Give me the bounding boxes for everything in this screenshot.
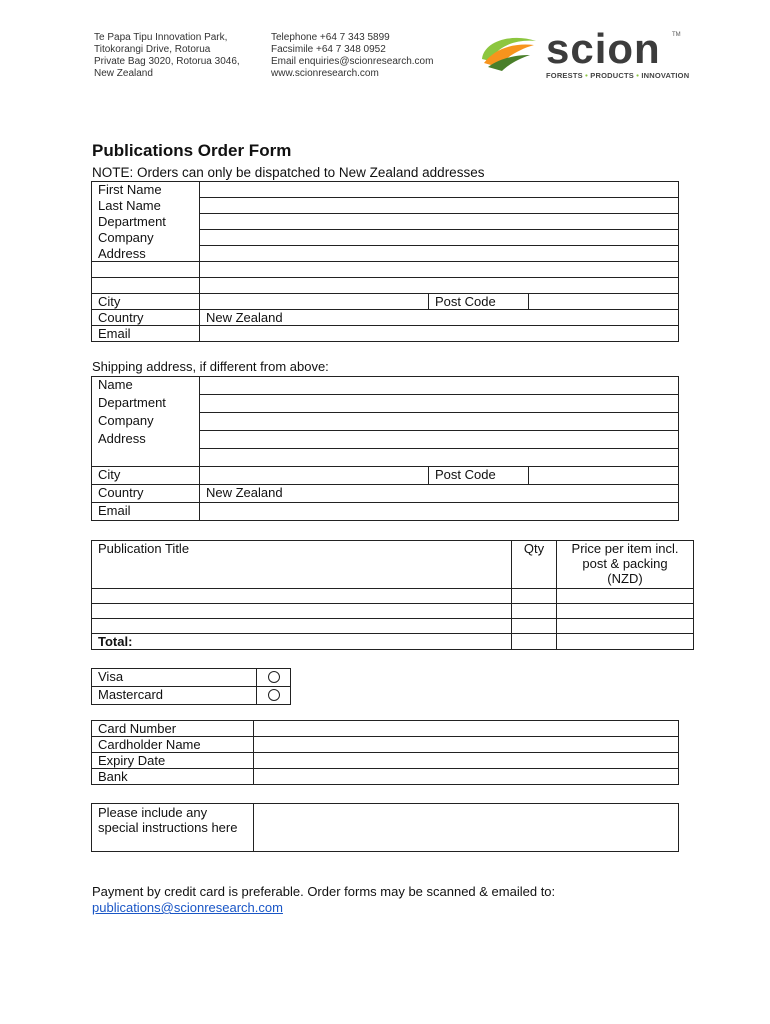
first-name-label: First Name: [92, 182, 200, 198]
shipping-name-label: Name: [92, 377, 200, 395]
shipping-address-label-cell: Address: [92, 431, 200, 449]
shipping-post-code-label: Post Code: [429, 467, 529, 485]
email-field[interactable]: [200, 326, 679, 342]
first-name-field[interactable]: [200, 182, 679, 198]
mastercard-option[interactable]: [257, 687, 291, 705]
contact-line: Email enquiries@scionresearch.com: [271, 56, 434, 67]
special-instructions-field[interactable]: [254, 804, 679, 852]
qty-cell[interactable]: [512, 589, 557, 604]
address-label: Address: [92, 246, 200, 262]
shipping-department-label: Department: [92, 395, 200, 413]
department-field[interactable]: [200, 214, 679, 230]
price-header: Price per item incl. post & packing (NZD): [557, 541, 694, 589]
visa-option[interactable]: [257, 669, 291, 687]
dispatch-note: NOTE: Orders can only be dispatched to New Zealand addresses: [92, 165, 485, 180]
shipping-address-line-2-label: [92, 449, 200, 467]
contact-line: www.scionresearch.com: [271, 68, 379, 79]
expiry-date-label: Expiry Date: [92, 753, 254, 769]
publication-title-header: Publication Title: [92, 541, 512, 589]
qty-cell[interactable]: [512, 604, 557, 619]
bank-field[interactable]: [254, 769, 679, 785]
contact-line: Telephone +64 7 343 5899: [271, 32, 390, 43]
shipping-email-field[interactable]: [200, 503, 679, 521]
country-field[interactable]: New Zealand: [200, 310, 679, 326]
visa-label: Visa: [92, 669, 257, 687]
address-line-2-field[interactable]: [200, 262, 679, 278]
logo-trademark: TM: [672, 32, 681, 38]
shipping-details-table: [91, 376, 679, 521]
city-label: City: [92, 294, 200, 310]
footer-text: Payment by credit card is preferable. Order forms may be scanned & emailed to:: [92, 884, 556, 899]
address-line-2-label: [92, 262, 200, 278]
logo-wordmark: scion: [546, 25, 661, 72]
tagline-forests: FORESTS: [546, 71, 583, 80]
city-field[interactable]: [200, 294, 429, 310]
special-instructions-label: Please include any special instructions here: [92, 804, 254, 852]
total-qty-cell[interactable]: [512, 634, 557, 650]
total-label: Total:: [92, 634, 512, 650]
post-code-label: Post Code: [429, 294, 529, 310]
total-price-cell[interactable]: [557, 634, 694, 650]
publications-table: [91, 540, 694, 650]
footer-email-link[interactable]: publications@scionresearch.com: [92, 900, 283, 915]
visa-radio[interactable]: [268, 671, 280, 683]
email-label: Email: [92, 326, 200, 342]
shipping-country-label: Country: [92, 485, 200, 503]
card-number-label: Card Number: [92, 721, 254, 737]
address-line-3-field[interactable]: [200, 278, 679, 294]
qty-header: Qty: [512, 541, 557, 589]
price-cell[interactable]: [557, 619, 694, 634]
address-line: New Zealand: [94, 68, 153, 79]
shipping-city-field[interactable]: [200, 467, 429, 485]
shipping-company-label: Company: [92, 413, 200, 431]
address-line: Te Papa Tipu Innovation Park,: [94, 32, 228, 43]
scion-logo: [476, 25, 690, 82]
mastercard-label: Mastercard: [92, 687, 257, 705]
mastercard-radio[interactable]: [268, 689, 280, 701]
cardholder-name-field[interactable]: [254, 737, 679, 753]
company-contact: [271, 32, 433, 80]
publication-title-cell[interactable]: [92, 604, 512, 619]
shipping-company-field[interactable]: [200, 413, 679, 431]
bank-label: Bank: [92, 769, 254, 785]
publication-title-cell[interactable]: [92, 589, 512, 604]
contact-line: Facsimile +64 7 348 0952: [271, 44, 386, 55]
page-title: Publications Order Form: [92, 141, 292, 160]
company-label: Company: [92, 230, 200, 246]
price-cell[interactable]: [557, 604, 694, 619]
qty-cell[interactable]: [512, 619, 557, 634]
tagline-products: PRODUCTS: [590, 71, 634, 80]
price-cell[interactable]: [557, 589, 694, 604]
address-line: Private Bag 3020, Rotorua 3046,: [94, 56, 240, 67]
shipping-name-field[interactable]: [200, 377, 679, 395]
tagline-separator: •: [585, 71, 588, 80]
shipping-department-field[interactable]: [200, 395, 679, 413]
special-instructions-table: [91, 803, 679, 852]
address-field[interactable]: [200, 246, 679, 262]
shipping-email-label: Email: [92, 503, 200, 521]
leaf-logo-icon: [478, 33, 540, 73]
company-address: [94, 32, 240, 80]
shipping-address-field[interactable]: [200, 431, 679, 449]
card-number-field[interactable]: [254, 721, 679, 737]
cardholder-name-label: Cardholder Name: [92, 737, 254, 753]
logo-tagline: [546, 71, 689, 80]
payment-method-table: [91, 668, 291, 705]
publication-title-cell[interactable]: [92, 619, 512, 634]
shipping-country-field[interactable]: New Zealand: [200, 485, 679, 503]
country-label: Country: [92, 310, 200, 326]
footer-note: [92, 884, 555, 916]
post-code-field[interactable]: [529, 294, 679, 310]
address-line: Titokorangi Drive, Rotorua: [94, 44, 211, 55]
shipping-city-label: City: [92, 467, 200, 485]
company-field[interactable]: [200, 230, 679, 246]
tagline-separator: •: [636, 71, 640, 80]
expiry-date-field[interactable]: [254, 753, 679, 769]
address-line-3-label: [92, 278, 200, 294]
shipping-post-code-field[interactable]: [529, 467, 679, 485]
shipping-address-line-2-field[interactable]: [200, 449, 679, 467]
last-name-label: Last Name: [92, 198, 200, 214]
card-details-table: [91, 720, 679, 785]
last-name-field[interactable]: [200, 198, 679, 214]
department-label: Department: [92, 214, 200, 230]
customer-details-table: [91, 181, 679, 342]
shipping-address-label: Shipping address, if different from above:: [92, 359, 329, 374]
tagline-innovation: INNOVATION: [641, 71, 690, 80]
